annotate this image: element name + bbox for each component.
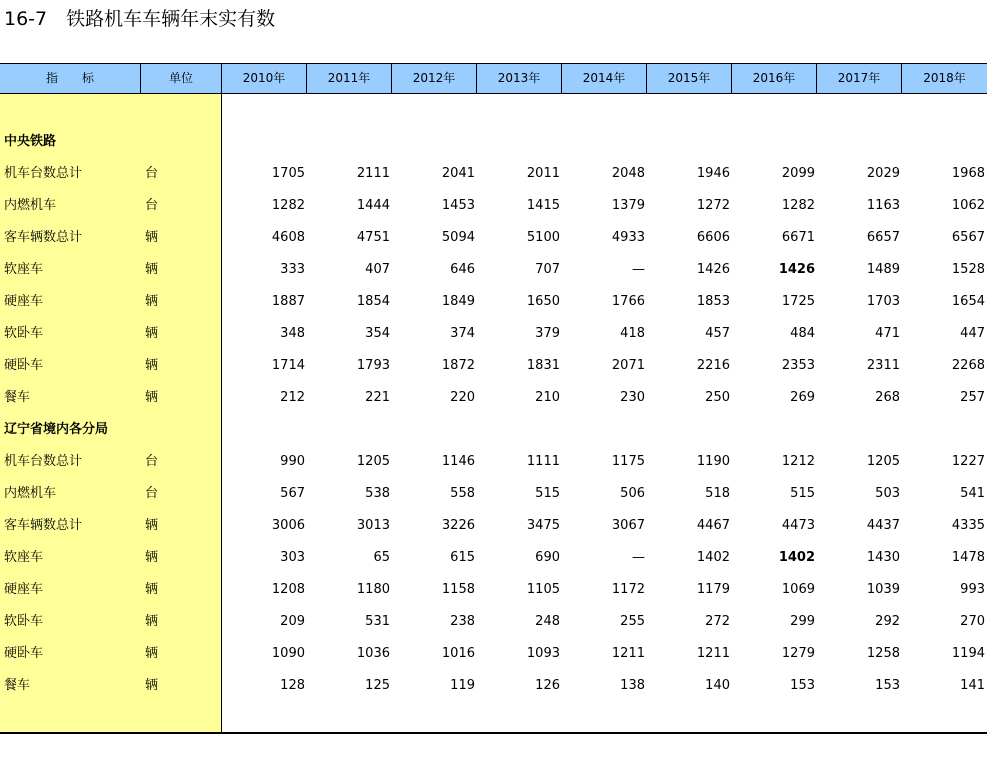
table-row: [0, 318, 987, 350]
row-indicator: 餐车: [4, 678, 31, 693]
header-year-2016: 2016年: [732, 64, 817, 93]
value-cell: 990: [280, 454, 305, 469]
value-cell: 268: [875, 390, 900, 405]
value-cell: 1212: [781, 454, 815, 469]
value-cell: 128: [280, 678, 305, 693]
value-cell: 1158: [441, 582, 475, 597]
value-cell: 2071: [611, 358, 645, 373]
value-cell: 2268: [951, 358, 985, 373]
value-cell: 418: [620, 326, 645, 341]
value-cell: 4751: [356, 230, 390, 245]
row-indicator: 机车台数总计: [4, 454, 83, 469]
value-cell: 1090: [271, 646, 305, 661]
header-year-2012: 2012年: [392, 64, 477, 93]
row-indicator: 软座车: [4, 262, 44, 277]
value-cell: 6567: [951, 230, 985, 245]
table-row: [0, 350, 987, 382]
value-cell: 2099: [781, 166, 815, 181]
header-indicator: 指 标: [0, 64, 141, 93]
value-cell: 1062: [951, 198, 985, 213]
row-unit: 辆: [145, 326, 159, 341]
value-cell: 138: [620, 678, 645, 693]
row-indicator: 软卧车: [4, 614, 44, 629]
value-cell: 2311: [866, 358, 900, 373]
value-cell: 3006: [271, 518, 305, 533]
value-cell: 4335: [951, 518, 985, 533]
value-cell: 230: [620, 390, 645, 405]
value-cell: 1714: [271, 358, 305, 373]
value-cell: 1831: [526, 358, 560, 373]
row-unit: 辆: [145, 358, 159, 373]
value-cell: 1205: [866, 454, 900, 469]
value-cell: 1426: [696, 262, 730, 277]
value-cell: 1478: [951, 550, 985, 565]
value-cell: 503: [875, 486, 900, 501]
value-cell: 220: [450, 390, 475, 405]
value-cell: 4467: [696, 518, 730, 533]
value-cell: 1887: [271, 294, 305, 309]
value-cell: 379: [535, 326, 560, 341]
value-cell: 3475: [526, 518, 560, 533]
value-cell: —: [632, 262, 645, 277]
value-cell: 1146: [441, 454, 475, 469]
value-cell: 1282: [271, 198, 305, 213]
value-cell: 1211: [696, 646, 730, 661]
value-cell: 257: [960, 390, 985, 405]
value-cell: 1211: [611, 646, 645, 661]
value-cell: 5100: [526, 230, 560, 245]
data-table: [0, 63, 987, 734]
row-indicator: 硬座车: [4, 294, 44, 309]
row-unit: 辆: [145, 614, 159, 629]
value-cell: 65: [373, 550, 390, 565]
value-cell: 484: [790, 326, 815, 341]
value-cell: 993: [960, 582, 985, 597]
section-title: 中央铁路: [4, 134, 57, 149]
row-indicator: 餐车: [4, 390, 31, 405]
value-cell: 1036: [356, 646, 390, 661]
value-cell: 4437: [866, 518, 900, 533]
value-cell: 707: [535, 262, 560, 277]
value-cell: 615: [450, 550, 475, 565]
header-year-2018: 2018年: [923, 71, 966, 85]
value-cell: 250: [705, 390, 730, 405]
value-cell: —: [632, 550, 645, 565]
value-cell: 269: [790, 390, 815, 405]
row-indicator: 内燃机车: [4, 198, 57, 213]
value-cell: 2216: [696, 358, 730, 373]
header-year-2017: 2017年: [817, 64, 902, 93]
row-indicator: 客车辆数总计: [4, 518, 83, 533]
value-cell: 1039: [866, 582, 900, 597]
header-unit: 单位: [141, 64, 222, 93]
value-cell: 1654: [951, 294, 985, 309]
table-row: [0, 574, 987, 606]
value-cell: 1453: [441, 198, 475, 213]
value-cell: 255: [620, 614, 645, 629]
value-cell: 270: [960, 614, 985, 629]
value-cell: 1069: [781, 582, 815, 597]
value-cell: 3226: [441, 518, 475, 533]
value-cell: 348: [280, 326, 305, 341]
value-cell: 126: [535, 678, 560, 693]
value-cell: 212: [280, 390, 305, 405]
table-row: [0, 382, 987, 414]
row-unit: 辆: [145, 262, 159, 277]
value-cell: 303: [280, 550, 305, 565]
value-cell: 1725: [781, 294, 815, 309]
value-cell: 558: [450, 486, 475, 501]
table-row: [0, 158, 987, 190]
value-cell: 1872: [441, 358, 475, 373]
value-cell: 3067: [611, 518, 645, 533]
value-cell: 1111: [526, 454, 560, 469]
value-cell: 1528: [951, 262, 985, 277]
row-unit: 台: [145, 198, 159, 213]
header-year-2014: 2014年: [562, 64, 647, 93]
row-indicator: 软卧车: [4, 326, 44, 341]
value-cell: 1179: [696, 582, 730, 597]
value-cell: 538: [365, 486, 390, 501]
value-cell: 2011: [526, 166, 560, 181]
header-year-2011: 2011年: [307, 64, 392, 93]
table-row: [0, 254, 987, 286]
value-cell: 1766: [611, 294, 645, 309]
value-cell: 1282: [781, 198, 815, 213]
value-cell: 1227: [951, 454, 985, 469]
row-unit: 辆: [145, 678, 159, 693]
value-cell: 1180: [356, 582, 390, 597]
row-indicator: 硬座车: [4, 582, 44, 597]
value-cell: 1402: [696, 550, 730, 565]
row-unit: 台: [145, 166, 159, 181]
value-cell: 299: [790, 614, 815, 629]
section-header-row: [0, 126, 987, 158]
row-unit: 辆: [145, 294, 159, 309]
value-cell: 2041: [441, 166, 475, 181]
value-cell: 1793: [356, 358, 390, 373]
value-cell: 292: [875, 614, 900, 629]
table-header: [0, 63, 987, 94]
value-cell: 209: [280, 614, 305, 629]
value-cell: 1163: [866, 198, 900, 213]
value-cell: 119: [450, 678, 475, 693]
value-cell: 518: [705, 486, 730, 501]
header-year-2010: 2010年: [222, 64, 307, 93]
table-row: [0, 446, 987, 478]
value-cell: 141: [960, 678, 985, 693]
value-cell: 1426: [778, 262, 815, 277]
value-cell: 272: [705, 614, 730, 629]
value-cell: 1703: [866, 294, 900, 309]
value-cell: 374: [450, 326, 475, 341]
table-bottom-rule: [0, 732, 987, 734]
value-cell: 1258: [866, 646, 900, 661]
row-unit: 辆: [145, 550, 159, 565]
value-cell: 515: [790, 486, 815, 501]
value-cell: 1194: [951, 646, 985, 661]
value-cell: 515: [535, 486, 560, 501]
section-title: 辽宁省境内各分局: [4, 422, 109, 437]
value-cell: 1016: [441, 646, 475, 661]
value-cell: 4608: [271, 230, 305, 245]
row-unit: 辆: [145, 646, 159, 661]
table-row: [0, 478, 987, 510]
value-cell: 2048: [611, 166, 645, 181]
value-cell: 1402: [778, 550, 815, 565]
value-cell: 457: [705, 326, 730, 341]
row-indicator: 软座车: [4, 550, 44, 565]
value-cell: 1650: [526, 294, 560, 309]
row-indicator: 机车台数总计: [4, 166, 83, 181]
value-cell: 153: [790, 678, 815, 693]
value-cell: 5094: [441, 230, 475, 245]
value-cell: 1272: [696, 198, 730, 213]
row-indicator: 客车辆数总计: [4, 230, 83, 245]
value-cell: 1430: [866, 550, 900, 565]
value-cell: 447: [960, 326, 985, 341]
value-cell: 690: [535, 550, 560, 565]
value-cell: 1705: [271, 166, 305, 181]
value-cell: 1415: [526, 198, 560, 213]
value-cell: 1279: [781, 646, 815, 661]
value-cell: 125: [365, 678, 390, 693]
row-unit: 辆: [145, 230, 159, 245]
value-cell: 1489: [866, 262, 900, 277]
value-cell: 3013: [356, 518, 390, 533]
value-cell: 1172: [611, 582, 645, 597]
value-cell: 140: [705, 678, 730, 693]
value-cell: 4473: [781, 518, 815, 533]
row-unit: 辆: [145, 582, 159, 597]
page-title: 16-7 铁路机车车辆年末实有数: [4, 8, 276, 30]
row-unit: 台: [145, 454, 159, 469]
value-cell: 1190: [696, 454, 730, 469]
header-year-2013: 2013年: [477, 64, 562, 93]
table-row: [0, 510, 987, 542]
value-cell: 333: [280, 262, 305, 277]
value-cell: 2111: [356, 166, 390, 181]
header-year-2015: 2015年: [647, 64, 732, 93]
value-cell: 221: [365, 390, 390, 405]
value-cell: 531: [365, 614, 390, 629]
value-cell: 2353: [781, 358, 815, 373]
value-cell: 1849: [441, 294, 475, 309]
value-cell: 1968: [951, 166, 985, 181]
table-row: [0, 606, 987, 638]
value-cell: 1105: [526, 582, 560, 597]
value-cell: 646: [450, 262, 475, 277]
row-indicator: 硬卧车: [4, 358, 44, 373]
table-row: [0, 222, 987, 254]
value-cell: 1093: [526, 646, 560, 661]
row-indicator: 内燃机车: [4, 486, 57, 501]
value-cell: 407: [365, 262, 390, 277]
value-cell: 506: [620, 486, 645, 501]
value-cell: 567: [280, 486, 305, 501]
table-row: [0, 638, 987, 670]
value-cell: 210: [535, 390, 560, 405]
row-indicator: 硬卧车: [4, 646, 44, 661]
value-cell: 1853: [696, 294, 730, 309]
row-unit: 辆: [145, 518, 159, 533]
value-cell: 1946: [696, 166, 730, 181]
value-cell: 6606: [696, 230, 730, 245]
table-row: [0, 670, 987, 702]
value-cell: 6671: [781, 230, 815, 245]
value-cell: 1444: [356, 198, 390, 213]
value-cell: 354: [365, 326, 390, 341]
value-cell: 1854: [356, 294, 390, 309]
section-header-row: [0, 414, 987, 446]
value-cell: 238: [450, 614, 475, 629]
table-row: [0, 286, 987, 318]
row-unit: 辆: [145, 390, 159, 405]
table-row: [0, 542, 987, 574]
value-cell: 248: [535, 614, 560, 629]
value-cell: 6657: [866, 230, 900, 245]
table-row: [0, 190, 987, 222]
value-cell: 4933: [611, 230, 645, 245]
value-cell: 1379: [611, 198, 645, 213]
value-cell: 1175: [611, 454, 645, 469]
value-cell: 1205: [356, 454, 390, 469]
value-cell: 2029: [866, 166, 900, 181]
value-cell: 153: [875, 678, 900, 693]
row-unit: 台: [145, 486, 159, 501]
value-cell: 1208: [271, 582, 305, 597]
value-cell: 541: [960, 486, 985, 501]
value-cell: 471: [875, 326, 900, 341]
